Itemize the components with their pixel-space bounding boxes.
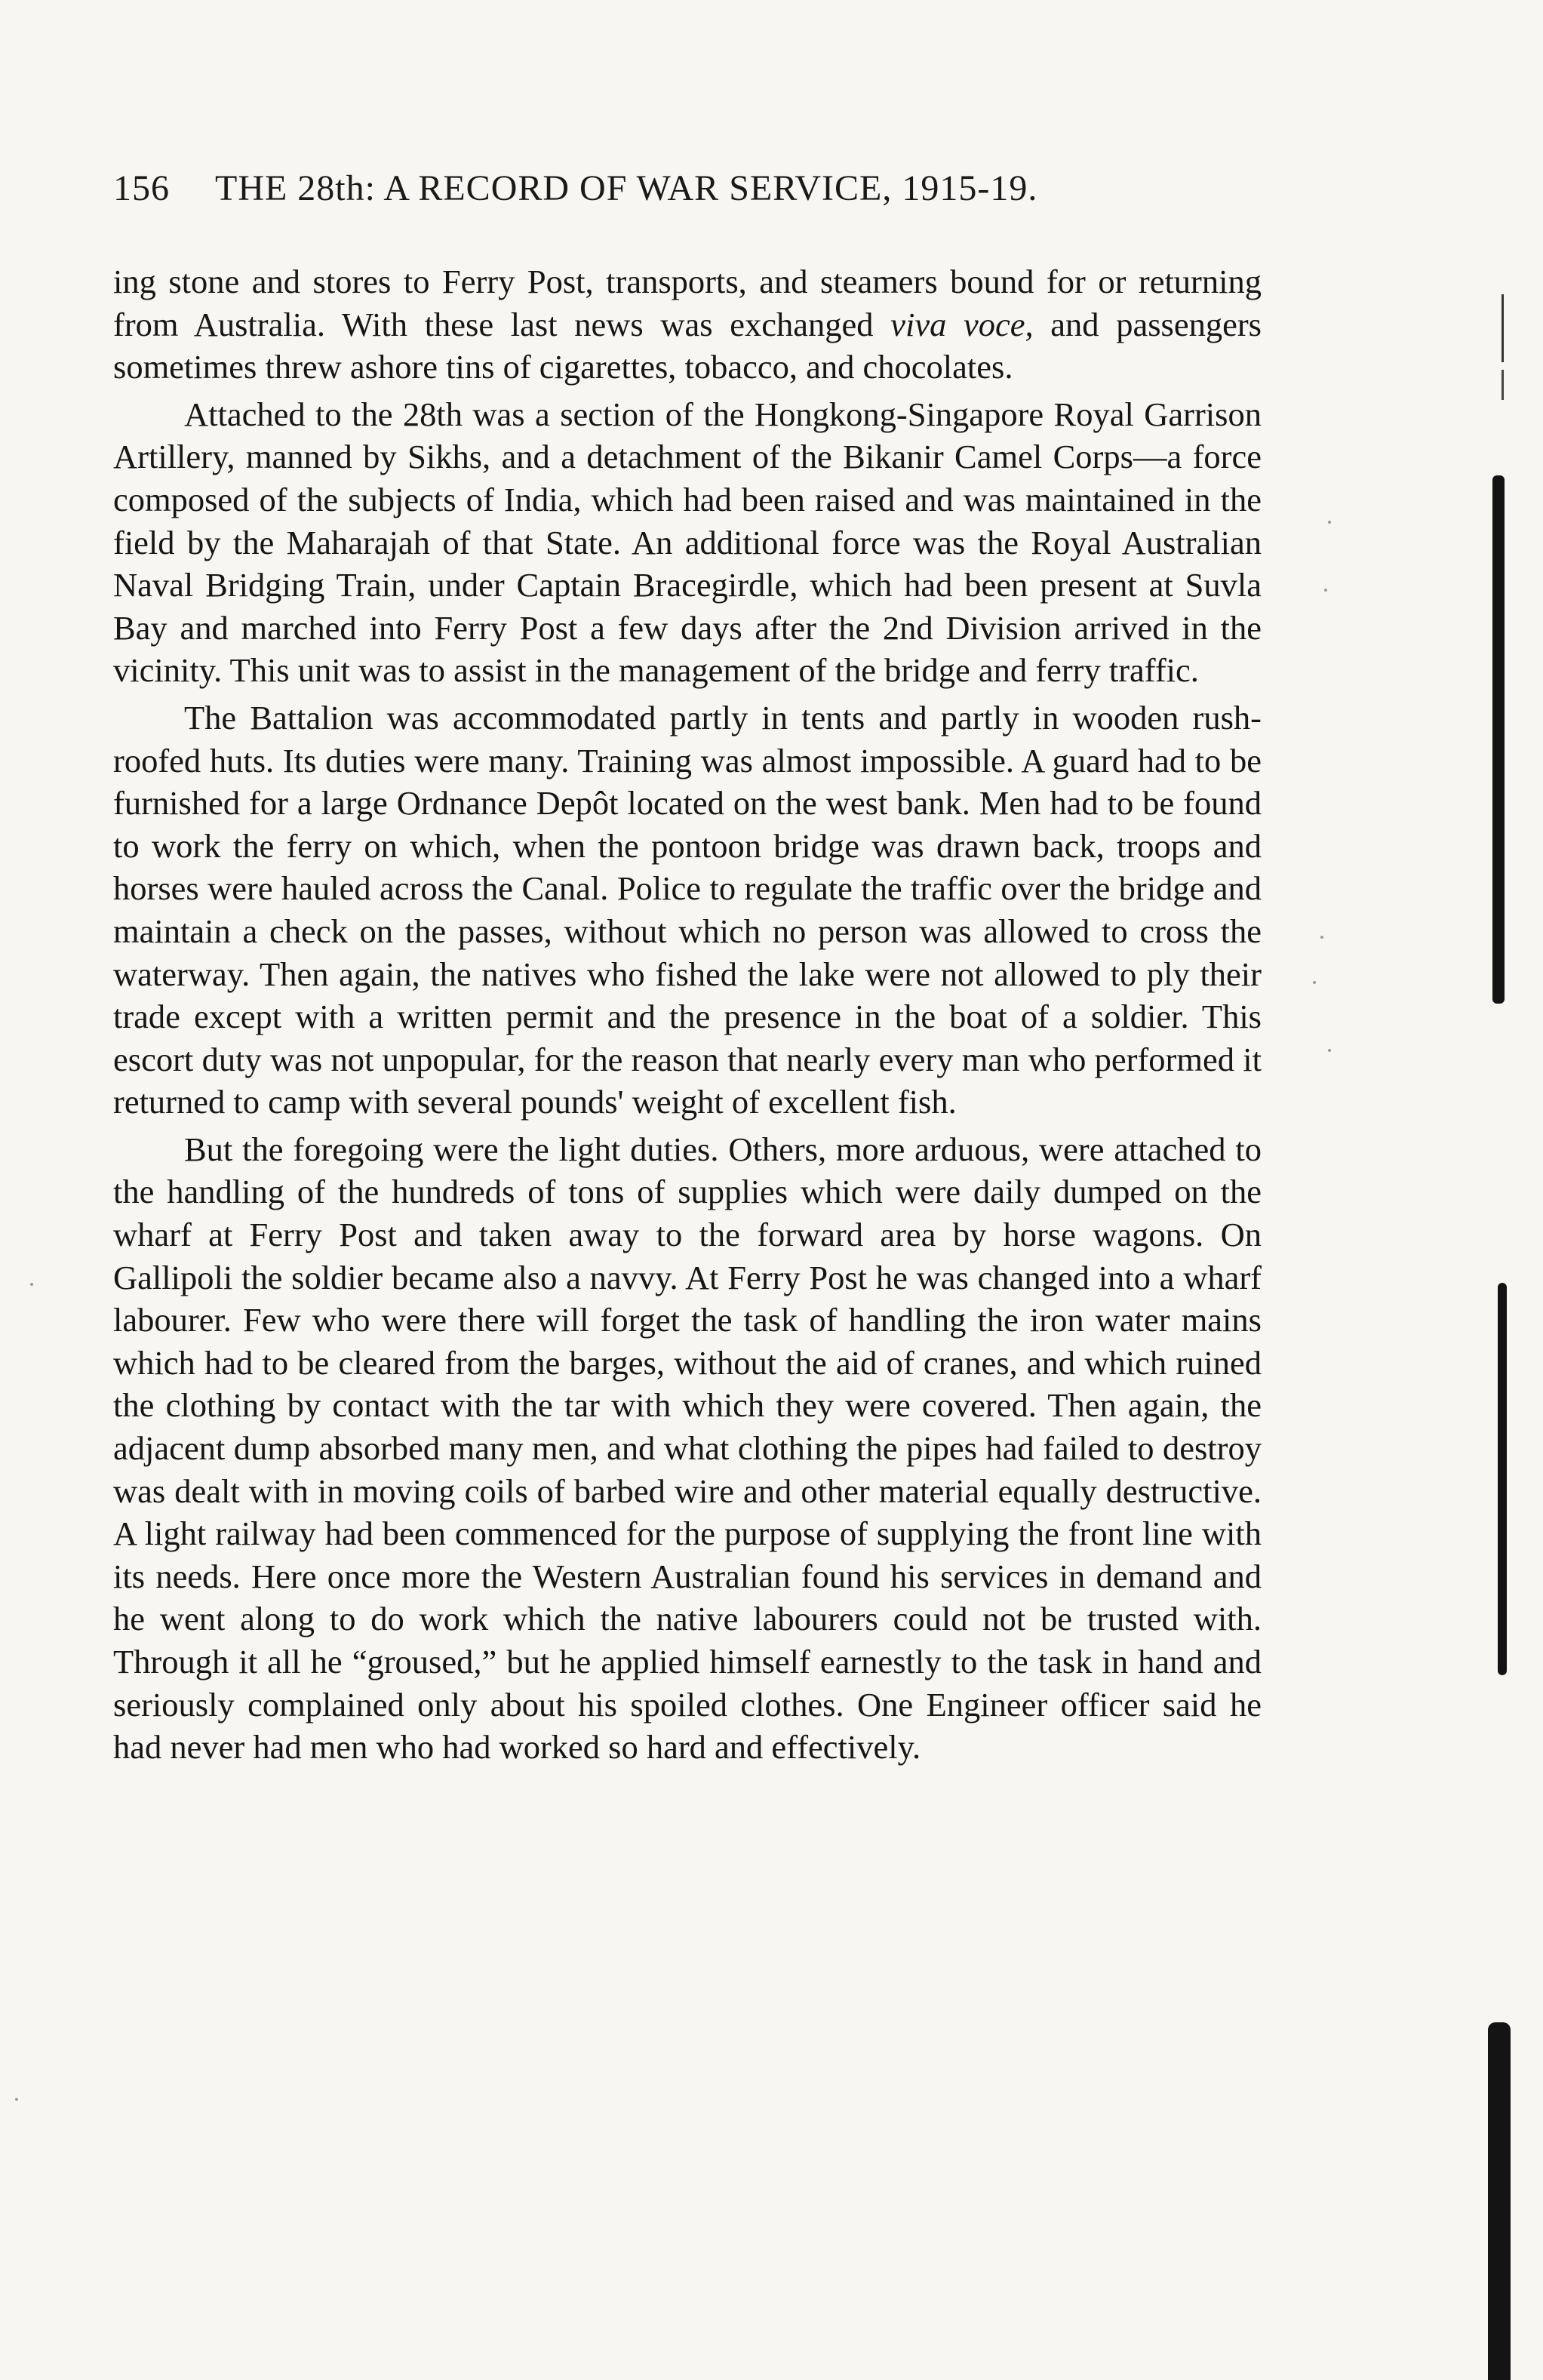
- paragraph: [113, 696, 1262, 1124]
- scan-edge-shadow: [1498, 1283, 1507, 1675]
- paragraph-text: The Battalion was accommodated partly in tents and partly in wooden rush-roofed huts. Its duties were many. Training was almost impossible. A guard had to be furnished for a large Ordnance Depôt located on the west bank. Men had to be found to work the ferry on which, when the pontoon bridge was drawn back, troops and horses were hauled across the Canal. Police to regulate the traffic over the bridge and maintain a check on the passes, without which no person was allowed to cross the waterway. Then again, the natives who fished the lake were not allowed to ply their trade except with a written permit and the presence in the boat of a soldier. This escort duty was not unpopular, for the reason that nearly every man who performed it returned to camp with several pounds' weight of excellent fish.: [113, 698, 1262, 1121]
- scan-speck: [30, 1283, 33, 1286]
- page-number: 156: [113, 168, 170, 208]
- scan-speck: [1328, 1049, 1331, 1052]
- paragraph: [113, 1128, 1262, 1769]
- running-title: THE 28th: A RECORD OF WAR SERVICE, 1915-19.: [215, 168, 1038, 208]
- scan-speck: [1324, 589, 1327, 592]
- paragraph-text: and passengers sometimes threw ashore tins of cigarettes, tobacco, and chocolates.: [113, 305, 1262, 386]
- scan-speck: [1328, 521, 1331, 524]
- scan-speck: [15, 2098, 18, 2101]
- scan-speck: [1313, 981, 1316, 984]
- scan-edge-mark: [1502, 370, 1504, 400]
- paragraph-text: ing stone and stores to Ferry Post, transports, and steamers bound for or returning from Australia. With these last news was exchanged: [113, 263, 1262, 343]
- paragraph-text: Attached to the 28th was a section of the Hongkong-Singapore Royal Garrison Artillery, manned by Sikhs, and a detachment of the Bikanir Camel Corps—a force composed of the subjects of India, which had been raised and was maintained in the field by the Maharajah of that State. An additional force was the Royal Australian Naval Bridging Train, under Captain Bracegirdle, which had been present at Suvla Bay and marched into Ferry Post a few days after the 2nd Division arrived in the vicinity. This unit was to assist in the management of the bridge and ferry traffic.: [113, 395, 1262, 690]
- italic-phrase: viva voce,: [890, 305, 1034, 343]
- running-head: [113, 168, 1185, 209]
- scan-edge-mark: [1502, 294, 1504, 362]
- paragraph-text: But the foregoing were the light duties. Others, more arduous, were attached to the handling of the hundreds of tons of supplies which were daily dumped on the wharf at Ferry Post and taken away to the forward area by horse wagons. On Gallipoli the soldier became also a navvy. At Ferry Post he was changed into a wharf labourer. Few who were there will forget the task of handling the iron water mains which had to be cleared from the barges, without the aid of cranes, and which ruined the clothing by contact with the tar with which they were covered. Then again, the adjacent dump absorbed many men, and what clothing the pipes had failed to destroy was dealt with in moving coils of barbed wire and other material equally destructive. A light railway had been commenced for the purpose of supplying the front line with its needs. Here once more the Western Australian found his services in demand and he went along to do work which the native labourers could not be trusted with. Through it all he “groused,” but he applied himself earnestly to the task in hand and seriously complained only about his spoiled clothes. One Engineer officer said he had never had men who had worked so hard and effectively.: [113, 1130, 1262, 1767]
- scan-edge-shadow: [1492, 475, 1505, 1004]
- scan-edge-shadow: [1488, 2022, 1511, 2380]
- paragraph: [113, 260, 1262, 389]
- body-text: [113, 260, 1262, 1769]
- scan-speck: [1320, 936, 1323, 939]
- paragraph: [113, 393, 1262, 692]
